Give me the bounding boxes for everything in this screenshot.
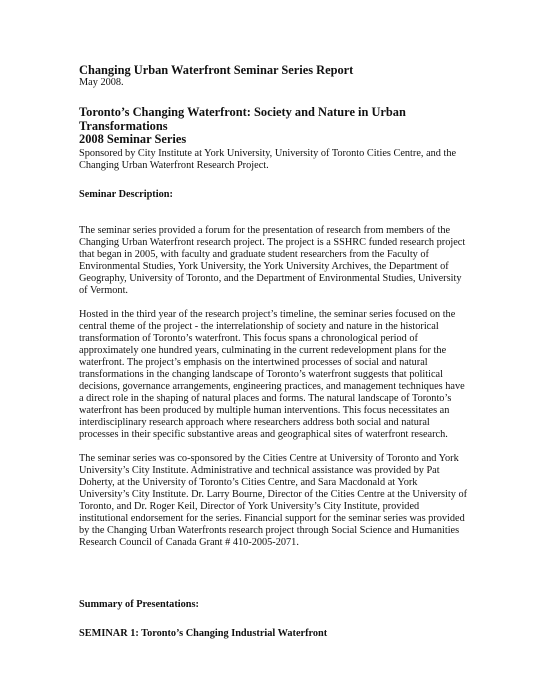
seminar-1-heading: SEMINAR 1: Toronto’s Changing Industrial Waterfront bbox=[79, 627, 328, 639]
description-paragraph: The seminar series provided a forum for the presentation of research from members of the Changing Urban Waterfront research project. The project is a SSHRC funded research project that began in 2005, with faculty and graduate student researchers from the Faculty of Environmental Studies, York University, the York University Archives, the Department of Geography, University of Toronto, and the Department of Environmental Studies, University of Vermont. bbox=[79, 224, 466, 296]
report-date: May 2008. bbox=[79, 77, 124, 88]
summary-heading: Summary of Presentations: bbox=[79, 598, 199, 610]
series-title: 2008 Seminar Series bbox=[79, 132, 187, 146]
sponsor-text: Sponsored by City Institute at York University, University of Toronto Cities Centre, and the Changing Urban Waterfront Research Project. bbox=[79, 147, 457, 171]
document-title: Toronto’s Changing Waterfront: Society and Nature in Urban Transformations bbox=[79, 105, 406, 133]
document-page bbox=[79, 64, 469, 640]
description-paragraph: The seminar series was co-sponsored by the Cities Centre at University of Toronto and York University’s City Institute. Administrative and technical assistance was provided by Pat Doherty, at the University of Toronto’s Cities Centre, and Sara Macdonald at York University’s City Institute. Dr. Larry Bourne, Director of the Cities Centre at the University of Toronto, and Dr. Roger Keil, Director of York University’s City Institute, provided institutional endorsement for the series. Financial support for the seminar series was provided by the Changing Urban Waterfronts research project through Social Science and Humanities Research Council of Canada Grant # 410-2005-2071. bbox=[79, 452, 468, 548]
report-title: Changing Urban Waterfront Seminar Series Report bbox=[79, 63, 354, 77]
seminar-description-heading: Seminar Description: bbox=[79, 188, 173, 200]
description-paragraph: Hosted in the third year of the research project’s timeline, the seminar series focused on the central theme of the project - the interrelationship of society and nature in the historical transformation of Toronto’s waterfront. This focus spans a chronological period of approximately one hundred years, culminating in the current redevelopment plans for the waterfront. The project’s emphasis on the intertwined processes of social and natural transformations in the changing landscape of Toronto’s waterfront suggests that political decisions, governance arrangements, engineering practices, and management techniques have a direct role in the shaping of natural places and forms. The natural landscape of Toronto’s waterfront has been produced by multiple human interventions. This focus necessitates an interdisciplinary research approach where researchers address both social and natural processes in their specific substantive areas and geographical sites of waterfront research. bbox=[79, 308, 465, 440]
